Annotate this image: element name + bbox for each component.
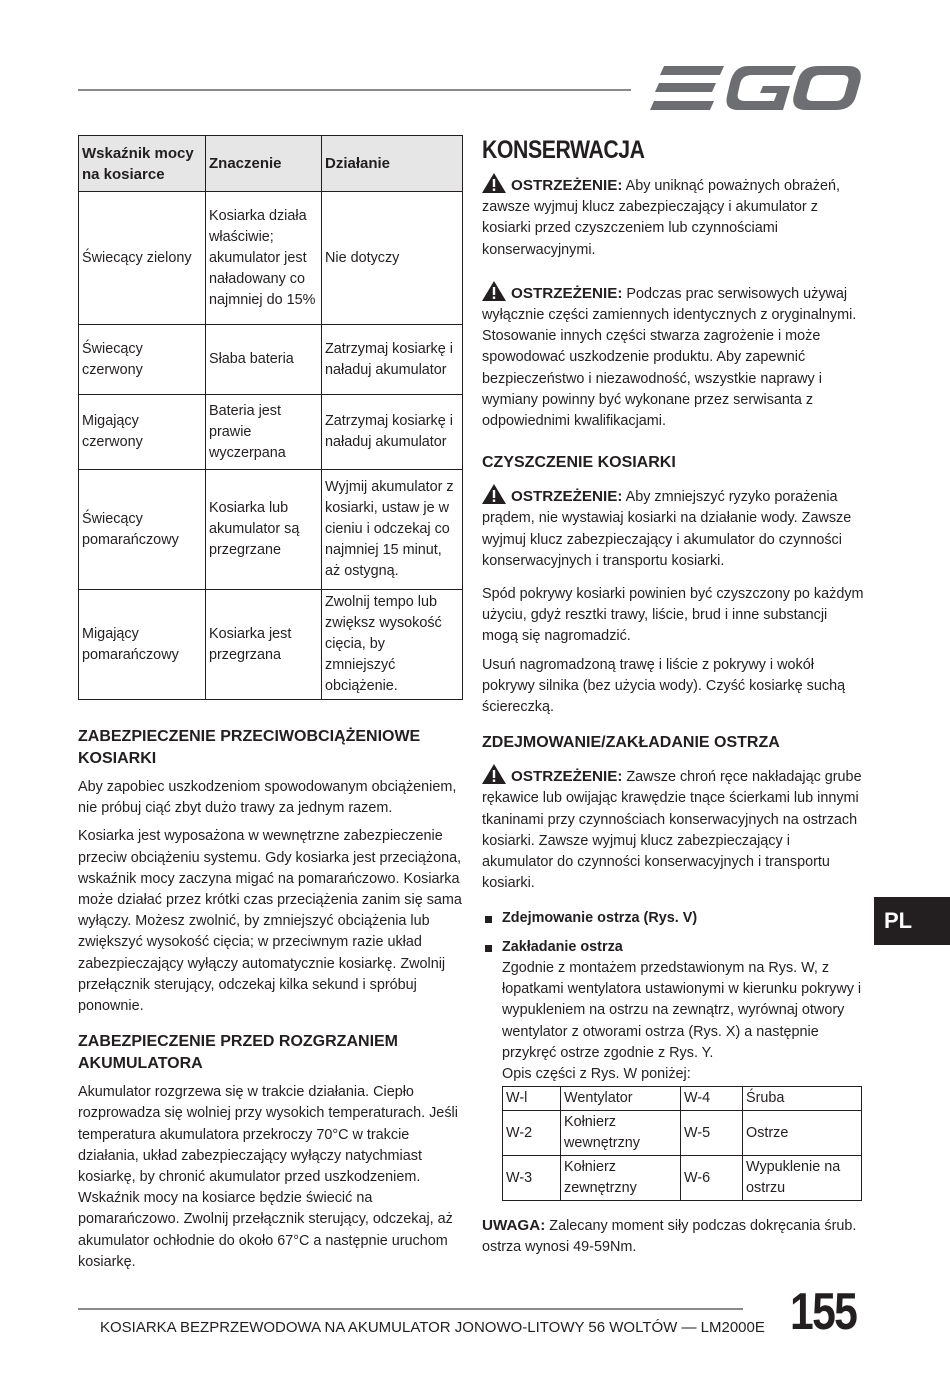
bullet-icon bbox=[485, 916, 492, 923]
warning-label: OSTRZEŻENIE: bbox=[511, 284, 623, 302]
step-text: Zgodnie z montażem przedstawionym na Rys. W, z łopatkami wentylatora ustawionymi w kierunku pokrywy i wypukleniem na ostrzu na zewnątrz, wyrównaj otwory wentylator z otworami ostrza (Rys. X) a następnie przykręć ostrze zgodnie z Rys. Y. bbox=[502, 959, 862, 1061]
table-cell: Zatrzymaj kosiarkę i naładuj akumulator bbox=[322, 395, 463, 470]
footer-rule bbox=[78, 1308, 743, 1310]
overload-paragraph-1: Aby zapobiec uszkodzeniom spowodowanym obciążeniem, nie próbuj ciąć zbyt dużo trawy za jednym razem. bbox=[78, 779, 457, 817]
table-row bbox=[79, 590, 463, 700]
table-cell: W-3 bbox=[503, 1156, 561, 1201]
table-row bbox=[79, 192, 463, 325]
parts-table bbox=[502, 1086, 862, 1201]
warning-label: OSTRZEŻENIE: bbox=[511, 488, 623, 506]
table-header: Znaczenie bbox=[206, 136, 322, 192]
overheat-heading: ZABEZPIECZENIE PRZED ROZGRZANIEM AKUMULATORA bbox=[78, 1033, 399, 1073]
warning-text: Zawsze chroń ręce nakładając grube rękawice lub owijając krawędzie tnące ścierkami lub innymi tkaninami przy czynnościach konserwacyjnych na ostrzach kosiarki. Zawsze wyjmuj klucz zabezpieczający i akumulator do czynności konserwacyjnych i transportu kosiarki. bbox=[482, 769, 862, 892]
power-indicator-table bbox=[78, 135, 463, 700]
table-cell: W-4 bbox=[681, 1087, 743, 1111]
table-cell: Bateria jest prawie wyczerpana bbox=[206, 395, 322, 470]
cleaning-paragraph-2: Usuń nagromadzoną trawę i liście z pokrywy i wokół pokrywy silnika (bez użycia wody). Czyść kosiarkę suchą ściereczką. bbox=[482, 656, 846, 716]
parts-caption: Opis części z Rys. W poniżej: bbox=[502, 1065, 691, 1082]
table-cell: Świecący zielony bbox=[79, 192, 206, 325]
table-row bbox=[503, 1087, 862, 1111]
table-cell: Słaba bateria bbox=[206, 325, 322, 395]
warning-block bbox=[482, 173, 864, 261]
cleaning-paragraph-1: Spód pokrywy kosiarki powinien być czyszczony po każdym użyciu, gdyż resztki trawy, liście, brud i inne substancji mogą się nagromadzić. bbox=[482, 586, 864, 645]
table-cell: Zatrzymaj kosiarkę i naładuj akumulator bbox=[322, 325, 463, 395]
table-cell: W-6 bbox=[681, 1156, 743, 1201]
table-row bbox=[503, 1156, 862, 1201]
warning-label: OSTRZEŻENIE: bbox=[511, 177, 623, 194]
warning-text: Aby uniknąć poważnych obrażeń, zawsze wyjmuj klucz zabezpieczający i akumulator z kosiarki przed czyszczeniem lub czynnościami konserwacyjnymi. bbox=[482, 178, 841, 258]
overload-heading: ZABEZPIECZENIE PRZECIWOBCIĄŻENIOWE KOSIARKI bbox=[78, 728, 421, 767]
note-label: UWAGA: bbox=[482, 1217, 546, 1235]
table-header: Działanie bbox=[322, 136, 463, 192]
table-cell: Zwolnij tempo lub zwiększ wysokość cięcia, by zmniejszyć obciążenie. bbox=[322, 590, 463, 700]
table-cell: Kołnierz wewnętrzny bbox=[561, 1111, 681, 1156]
table-cell: Migający pomarańczowy bbox=[79, 590, 206, 700]
overload-paragraph-2: Kosiarka jest wyposażona w wewnętrzne zabezpieczenie przeciw obciążeniu systemu. Gdy kosiarka jest przeciążona, wskaźnik mocy zaczyna migać na pomarańczowo. Kosiarka może działać przez krótki czas przeciążenia zanim się sama wyłączy. Możesz zwolnić, by zmniejszyć obciążenia lub zwiększyć wysokość cięcia; w przeciwnym razie układ zabezpieczający wyłączy automatycznie kosiarkę. Zwolnij przełącznik sterujący, odczekaj kilka sekund i spróbuj ponownie. bbox=[78, 828, 462, 1015]
table-row bbox=[503, 1111, 862, 1156]
warning-block bbox=[482, 484, 864, 572]
table-row bbox=[79, 395, 463, 470]
overheat-paragraph: Akumulator rozgrzewa się w trakcie działania. Ciepło rozprowadza się wolniej przy wysokich temperaturach. Jeśli temperatura akumulatora przekroczy 70°C w trakcie działania, układ zabezpieczający wyłączy natychmiast kosiarkę, by chronić akumulator przed uszkodzeniem. Wskaźnik mocy na kosiarce będzie świecić na pomarańczowo. Zwolnij przełącznik sterujący, odczekaj, aż akumulator ochłodnie do około 67°C a następnie uruchom kosiarkę. bbox=[78, 1084, 458, 1270]
blade-steps bbox=[482, 908, 864, 1085]
note-block bbox=[482, 1215, 864, 1258]
table-cell: Migający czerwony bbox=[79, 395, 206, 470]
footer-text: KOSIARKA BEZPRZEWODOWA NA AKUMULATOR JONOWO-LITOWY 56 WOLTÓW — LM2000E bbox=[100, 1319, 765, 1336]
note-text: Zalecany moment siły podczas dokręcania śrub. ostrza wynosi 49-59Nm. bbox=[482, 1218, 857, 1256]
step-title: Zdejmowanie ostrza (Rys. V) bbox=[502, 910, 698, 927]
table-row bbox=[79, 470, 463, 590]
warning-icon bbox=[482, 484, 506, 504]
table-header: Wskaźnik mocy na kosiarce bbox=[79, 136, 206, 192]
language-tab: PL bbox=[874, 897, 950, 945]
maintenance-title: KONSERWACJA bbox=[482, 136, 645, 164]
warning-label: OSTRZEŻENIE: bbox=[511, 768, 623, 786]
table-cell: Świecący czerwony bbox=[79, 325, 206, 395]
table-cell: Śruba bbox=[743, 1087, 862, 1111]
table-cell: W-5 bbox=[681, 1111, 743, 1156]
table-cell: Kołnierz zewnętrzny bbox=[561, 1156, 681, 1201]
table-cell: Wypuklenie na ostrzu bbox=[743, 1156, 862, 1201]
warning-text: Podczas prac serwisowych używaj wyłącznie części zamiennych identycznych z oryginalnymi. Stosowanie innych części stwarza zagrożenie i może spowodować uszkodzenie produktu. Aby zapewnić bezpieczeństwo i niezawodność, wszystkie naprawy i wymiany powinny być wykonane przez serwisanta z odpowiednimi kwalifikacjami. bbox=[482, 285, 857, 430]
blade-heading: ZDEJMOWANIE/ZAKŁADANIE OSTRZA bbox=[482, 734, 780, 752]
table-cell: Ostrze bbox=[743, 1111, 862, 1156]
table-cell: Wyjmij akumulator z kosiarki, ustaw je w cieniu i odczekaj co najmniej 15 minut, aż ostygną. bbox=[322, 470, 463, 590]
step-title: Zakładanie ostrza bbox=[502, 938, 623, 955]
table-cell: W-2 bbox=[503, 1111, 561, 1156]
bullet-icon bbox=[485, 945, 492, 952]
warning-icon bbox=[482, 173, 506, 193]
table-cell: Kosiarka działa właściwie; akumulator jest naładowany co najmniej do 15% bbox=[206, 192, 322, 325]
right-column bbox=[482, 135, 864, 1259]
cleaning-heading: CZYSZCZENIE KOSIARKI bbox=[482, 454, 676, 472]
table-cell: W-l bbox=[503, 1087, 561, 1111]
page-number: 155 bbox=[790, 1283, 857, 1341]
list-item bbox=[482, 937, 864, 1085]
table-row bbox=[79, 325, 463, 395]
warning-block bbox=[482, 764, 864, 894]
header-rule bbox=[78, 89, 631, 91]
list-item bbox=[482, 908, 864, 929]
table-cell: Świecący pomarańczowy bbox=[79, 470, 206, 590]
warning-block bbox=[482, 281, 864, 432]
warning-text: Aby zmniejszyć ryzyko porażenia prądem, nie wystawiaj kosiarki na działanie wody. Zawsze wyjmuj klucz zabezpieczający i akumulator do czynności konserwacyjnych i transportu kosiarki. bbox=[482, 489, 852, 569]
table-cell: Kosiarka lub akumulator są przegrzane bbox=[206, 470, 322, 590]
warning-icon bbox=[482, 281, 506, 301]
table-cell: Kosiarka jest przegrzana bbox=[206, 590, 322, 700]
warning-icon bbox=[482, 764, 506, 784]
ego-logo bbox=[650, 62, 862, 114]
table-cell: Wentylator bbox=[561, 1087, 681, 1111]
table-cell: Nie dotyczy bbox=[322, 192, 463, 325]
left-column bbox=[78, 135, 463, 1273]
